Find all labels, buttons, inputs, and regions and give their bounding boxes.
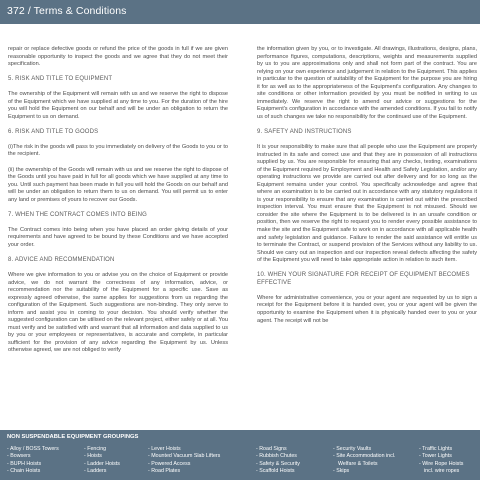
section-heading-5: 5. RISK AND TITLE TO EQUIPMENT [8, 76, 113, 83]
footer-column-6 [419, 446, 463, 475]
grouping-item: Welfare & Toilets [338, 460, 378, 467]
grouping-item: - Skips [333, 467, 350, 474]
footer-column-1 [7, 446, 59, 475]
grouping-item: - Site Accommodation incl. [333, 453, 396, 460]
footer-column-4 [256, 446, 300, 475]
grouping-item: - Traffic Lights [419, 446, 453, 452]
paragraph-5: The ownership of the Equipment will remain with us and we reserve the right to dispose of the Equipment which we have supplied at any time to you. For the duration of the hire you will hold the Equipment on our behalf and will be under an obligation to return the Equipment to us on demand. [8, 91, 228, 120]
paragraph-10: Where for administrative convenience, you or your agent are requested by us to sign a receipt for the Equipment before it is handed over, you or your agent will be given the opportunity to examine the Equipment when it is physically handed over to you or your agent. The receipt will not be [257, 294, 477, 324]
grouping-item: - Road Signs [256, 446, 287, 452]
section-heading-9: 9. SAFETY AND INSTRUCTIONS [257, 128, 352, 135]
grouping-item: - Safety & Security [256, 460, 300, 467]
grouping-item: - Powered Access [148, 460, 191, 467]
footer-column-2 [84, 446, 120, 475]
section-heading-8: 8. ADVICE AND RECOMMENDATION [8, 256, 115, 263]
grouping-item: - Security Vaults [333, 446, 372, 452]
grouping-item: - BUPH Hoists [7, 460, 42, 467]
left-column [8, 46, 228, 363]
grouping-item: - Chain Hoists [7, 467, 41, 474]
right-column [257, 46, 477, 333]
grouping-item: - Rubbish Chutes [256, 453, 297, 460]
page-title: 372 / Terms & Conditions [7, 5, 127, 17]
grouping-item: - Mounted Vacuum Slab Lifters [148, 453, 221, 460]
paragraph-continued: the information given by you, or to investigate. All drawings, illustrations, designs, plans, performance figures, computations, descriptions, weights and measurements supplied by us to you are approximations only and shall not form part of the contract. You are relying on your own experience and judgement in relation to the Equipment. This applies in particular to the question of suitability of the Equipment for the purpose you are hiring it for as well as to the appropriateness of the Equipment's configuration. Any changes to site conditions or other information provided by you must be notified in writing to us immediately. We reserve the right to amend our advice or suggestions for the Equipment's configuration in accordance with the amended conditions. If you fail to notify us of such changes we take no responsibility for the continued use of the Equipment. [257, 46, 477, 120]
grouping-item: - Scaffold Hoists [256, 467, 295, 474]
grouping-item: - Ladders [84, 467, 107, 474]
section-heading-6: 6. RISK AND TITLE TO GOODS [8, 128, 99, 135]
grouping-item: - Tower Lights [419, 453, 452, 460]
grouping-item: - Road Plates [148, 467, 181, 474]
paragraph-6-i: (i)The risk in the goods will pass to you immediately on delivery of the Goods to you or to the recipient. [8, 143, 228, 158]
paragraph-6-ii: (ii) the ownership of the Goods will remain with us and we reserve the right to dispose of the Goods until you have paid in full for all goods which we have supplied at any time to you. Until such payment has been made in full you will hold the Goods on our behalf and will be under an obligation to return them to us on demand. You will permit us to enter any land or premises of yours to recover our Goods. [8, 166, 228, 203]
footer-column-3 [148, 446, 220, 475]
footer-title: NON SUSPENDABLE EQUIPMENT GROUPINGS [7, 434, 139, 440]
page-header [0, 0, 480, 24]
grouping-item: - Hoists [84, 453, 102, 460]
grouping-item: - Wire Rope Hoists [419, 460, 464, 467]
grouping-item: - Lever Hoists [148, 446, 181, 452]
equipment-groupings-footer [0, 430, 480, 480]
section-heading-7: 7. WHEN THE CONTRACT COMES INTO BEING [8, 211, 147, 218]
section-heading-10: 10. WHEN YOUR SIGNATURE FOR RECEIPT OF EQUIPMENT BECOMES EFFECTIVE [257, 272, 470, 286]
grouping-item: - Bowsers [7, 453, 31, 460]
paragraph-intro: repair or replace defective goods or refund the price of the goods in full if we are given reasonable opportunity to inspect the goods and we agree that they do not meet their specification. [8, 46, 228, 68]
grouping-item: - Fencing [84, 446, 107, 452]
paragraph-8: Where we give information to you or advise you on the choice of Equipment or provide advice, we do not warrant the correctness of any information, advice, or recommendation nor the suitability of the Equipment for a specific use. Save as expressly agreed otherwise, the same applies for suggestions from us regarding the configuration of the Equipment. Such suggestions are non-binding. They only serve to inform and assist you in coming to your decision. You should verify whether the suggested configuration can be utilised on the relevant project, either safely or at all. You must verify and be satisfied with and warrant that all information and data supplied to us by you or your employees or representatives, is accurate and complete, in particular sufficient for the provision of any advice regarding the Equipment by us. Unless otherwise agreed, we are not obliged to verify [8, 271, 228, 354]
footer-column-5 [333, 446, 395, 475]
grouping-item: - Ladder Hoists [84, 460, 120, 467]
paragraph-9: It is your responsibility to make sure that all people who use the Equipment are properly instructed in its safe and correct use and that they are in possession of all instructions supplied by us. You are responsible for ensuring that any checks, testing, examinations of the Equipment required by Employment and Health and Safety Legislation, and/or any operating instructions we provide are carried out after delivery and for so long as the Equipment remains under your control. You specifically acknowledge and agree that where an examination is to be carried out in accordance with any statutory regulations it is your responsibility to ensure that any examination is carried out within the prescribed inspection interval. You must ensure that the Equipment is not misused. Should we consider the site where the Equipment is to be delivered is in an unsafe condition or position, then we reserve the right to request you to render every possible assistance to make the site and the Equipment safe to work on in accordance with all applicable health and safety legislation and guidance. Failure to render the said assistance will entitle us to terminate the Contract, or suspend provision of the Services without any liability to us. Should we carry out an inspection and our inspection reveal defects affecting the safety of the Equipment you will need to take appropriate action in relation to such item. [257, 144, 477, 264]
grouping-item: - Alloy / BOSS Towers [7, 446, 59, 452]
grouping-item: incl. wire ropes [424, 467, 460, 474]
paragraph-7: The Contract comes into being when you have placed an order giving details of your requirements and have agreed to be bound by these Conditions and we have accepted your order. [8, 226, 228, 248]
